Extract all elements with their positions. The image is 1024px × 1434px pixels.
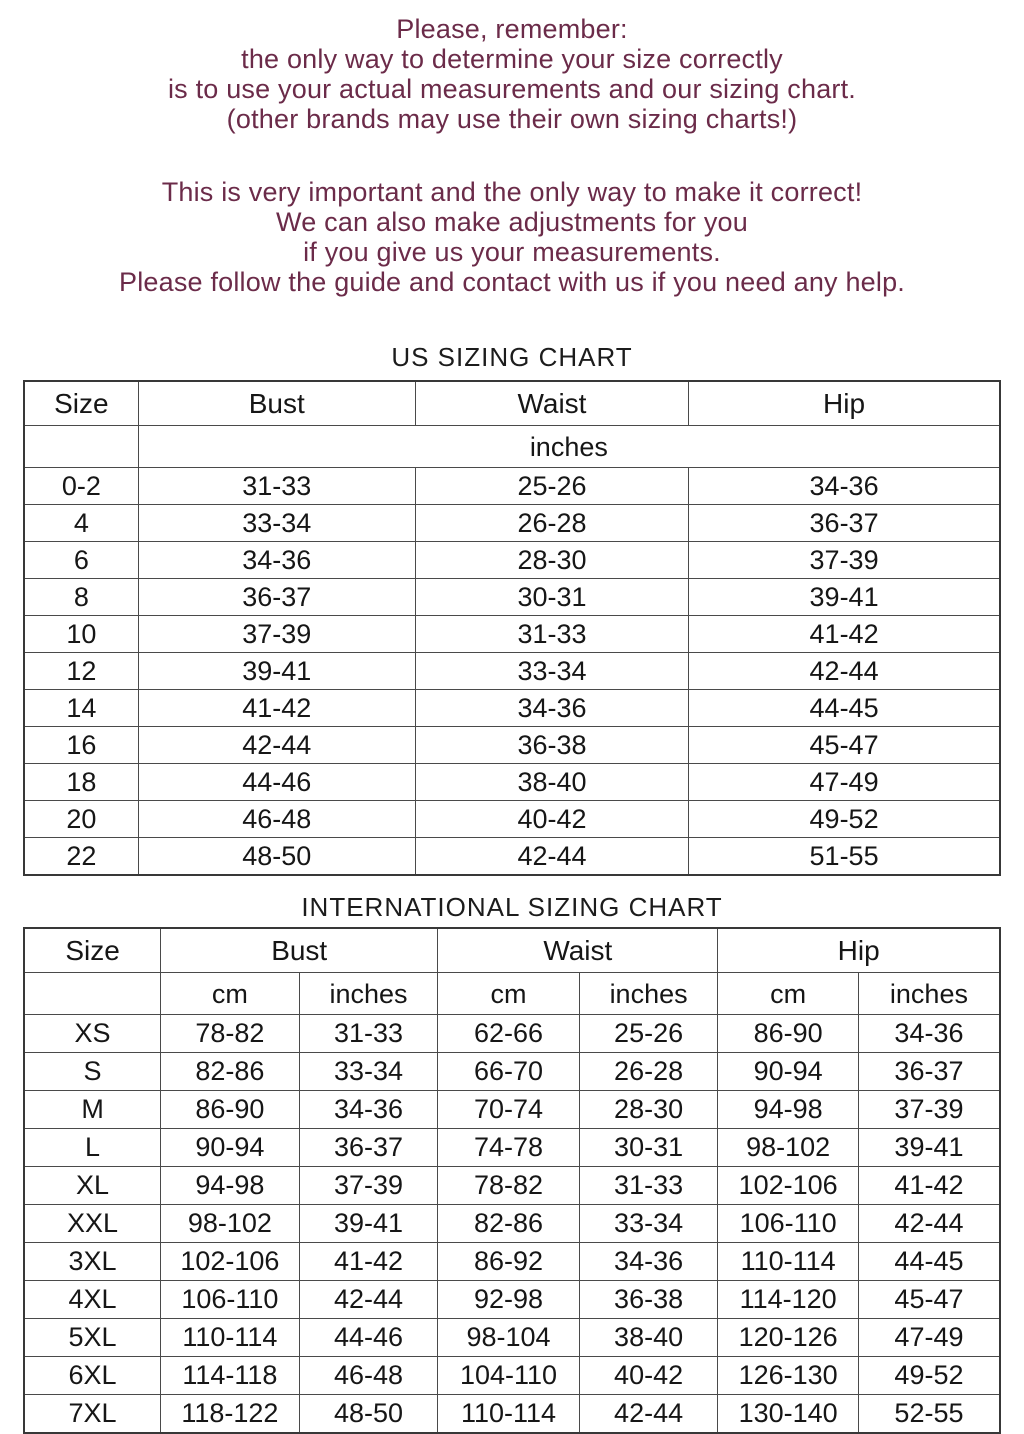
measurement-cell: 78-82 [438, 1167, 580, 1205]
size-cell: 6 [24, 542, 138, 579]
column-header-hip: Hip [718, 928, 1000, 973]
table-row [24, 1129, 1000, 1167]
measurement-cell: 33-34 [579, 1205, 718, 1243]
measurement-cell: 42-44 [858, 1205, 1000, 1243]
measurement-cell: 33-34 [415, 653, 688, 690]
measurement-cell: 90-94 [718, 1053, 859, 1091]
measurement-cell: 52-55 [858, 1395, 1000, 1434]
measurement-cell: 49-52 [858, 1357, 1000, 1395]
measurement-cell: 86-90 [718, 1015, 859, 1053]
measurement-cell: 38-40 [415, 764, 688, 801]
measurement-cell: 36-37 [299, 1129, 438, 1167]
column-header-size: Size [24, 928, 161, 973]
size-cell: L [24, 1129, 161, 1167]
size-cell: 14 [24, 690, 138, 727]
measurement-cell: 70-74 [438, 1091, 580, 1129]
measurement-cell: 48-50 [299, 1395, 438, 1434]
us-header-row [24, 381, 1000, 426]
table-row [24, 1243, 1000, 1281]
intl-header-row [24, 928, 1000, 973]
size-cell: 8 [24, 579, 138, 616]
size-cell: 10 [24, 616, 138, 653]
size-cell: 0-2 [24, 468, 138, 505]
measurement-cell: 90-94 [161, 1129, 300, 1167]
measurement-cell: 41-42 [138, 690, 415, 727]
column-header-size: Size [24, 381, 138, 426]
table-row [24, 1091, 1000, 1129]
intro-line: We can also make adjustments for you [276, 207, 748, 237]
size-cell: XXL [24, 1205, 161, 1243]
measurement-cell: 30-31 [415, 579, 688, 616]
table-row [24, 468, 1000, 505]
size-cell: 20 [24, 801, 138, 838]
unit-label-inches: inches [858, 973, 1000, 1015]
unit-label-inches: inches [138, 426, 1000, 468]
measurement-cell: 45-47 [689, 727, 1000, 764]
measurement-cell: 33-34 [138, 505, 415, 542]
measurement-cell: 106-110 [161, 1281, 300, 1319]
table-row [24, 1205, 1000, 1243]
size-cell: 18 [24, 764, 138, 801]
column-header-bust: Bust [138, 381, 415, 426]
unit-label-inches: inches [579, 973, 718, 1015]
measurement-cell: 44-45 [858, 1243, 1000, 1281]
measurement-cell: 37-39 [138, 616, 415, 653]
column-header-hip: Hip [689, 381, 1000, 426]
measurement-cell: 98-104 [438, 1319, 580, 1357]
measurement-cell: 62-66 [438, 1015, 580, 1053]
measurement-cell: 44-46 [138, 764, 415, 801]
table-row [24, 1281, 1000, 1319]
measurement-cell: 51-55 [689, 838, 1000, 876]
measurement-cell: 37-39 [689, 542, 1000, 579]
measurement-cell: 66-70 [438, 1053, 580, 1091]
measurement-cell: 33-34 [299, 1053, 438, 1091]
measurement-cell: 110-114 [718, 1243, 859, 1281]
table-row [24, 1167, 1000, 1205]
size-cell: 7XL [24, 1395, 161, 1434]
intl-unit-row [24, 973, 1000, 1015]
table-row [24, 1395, 1000, 1434]
measurement-cell: 34-36 [138, 542, 415, 579]
measurement-cell: 31-33 [138, 468, 415, 505]
unit-label-cm: cm [438, 973, 580, 1015]
size-cell: 12 [24, 653, 138, 690]
measurement-cell: 94-98 [718, 1091, 859, 1129]
measurement-cell: 130-140 [718, 1395, 859, 1434]
empty-cell [24, 973, 161, 1015]
measurement-cell: 74-78 [438, 1129, 580, 1167]
unit-label-cm: cm [161, 973, 300, 1015]
measurement-cell: 40-42 [415, 801, 688, 838]
size-cell: 5XL [24, 1319, 161, 1357]
size-cell: 3XL [24, 1243, 161, 1281]
size-cell: S [24, 1053, 161, 1091]
table-row [24, 838, 1000, 876]
measurement-cell: 45-47 [858, 1281, 1000, 1319]
us-chart-title: US SIZING CHART [391, 342, 633, 372]
measurement-cell: 37-39 [299, 1167, 438, 1205]
table-row [24, 690, 1000, 727]
intro-line: the only way to determine your size correctly [241, 44, 783, 74]
measurement-cell: 120-126 [718, 1319, 859, 1357]
measurement-cell: 41-42 [858, 1167, 1000, 1205]
measurement-cell: 94-98 [161, 1167, 300, 1205]
measurement-cell: 36-37 [138, 579, 415, 616]
measurement-cell: 86-90 [161, 1091, 300, 1129]
size-cell: 6XL [24, 1357, 161, 1395]
table-row [24, 616, 1000, 653]
measurement-cell: 36-37 [858, 1053, 1000, 1091]
table-row [24, 1319, 1000, 1357]
measurement-cell: 49-52 [689, 801, 1000, 838]
measurement-cell: 28-30 [415, 542, 688, 579]
measurement-cell: 110-114 [438, 1395, 580, 1434]
measurement-cell: 82-86 [438, 1205, 580, 1243]
intro-line: (other brands may use their own sizing charts!) [226, 104, 798, 134]
measurement-cell: 34-36 [579, 1243, 718, 1281]
table-row [24, 579, 1000, 616]
table-row [24, 1015, 1000, 1053]
measurement-cell: 40-42 [579, 1357, 718, 1395]
intro-line: if you give us your measurements. [303, 237, 721, 267]
empty-cell [24, 426, 138, 468]
size-cell: XL [24, 1167, 161, 1205]
measurement-cell: 34-36 [415, 690, 688, 727]
measurement-cell: 104-110 [438, 1357, 580, 1395]
measurement-cell: 31-33 [299, 1015, 438, 1053]
international-chart-title: INTERNATIONAL SIZING CHART [301, 892, 723, 922]
measurement-cell: 102-106 [161, 1243, 300, 1281]
measurement-cell: 39-41 [299, 1205, 438, 1243]
measurement-cell: 25-26 [415, 468, 688, 505]
table-row [24, 653, 1000, 690]
measurement-cell: 42-44 [579, 1395, 718, 1434]
measurement-cell: 47-49 [689, 764, 1000, 801]
measurement-cell: 46-48 [299, 1357, 438, 1395]
measurement-cell: 26-28 [579, 1053, 718, 1091]
size-cell: XS [24, 1015, 161, 1053]
column-header-waist: Waist [438, 928, 718, 973]
size-cell: 16 [24, 727, 138, 764]
measurement-cell: 41-42 [689, 616, 1000, 653]
measurement-cell: 106-110 [718, 1205, 859, 1243]
measurement-cell: 36-38 [415, 727, 688, 764]
measurement-cell: 42-44 [689, 653, 1000, 690]
table-row [24, 801, 1000, 838]
size-cell: 4 [24, 505, 138, 542]
measurement-cell: 78-82 [161, 1015, 300, 1053]
measurement-cell: 48-50 [138, 838, 415, 876]
measurement-cell: 31-33 [415, 616, 688, 653]
measurement-cell: 118-122 [161, 1395, 300, 1434]
measurement-cell: 102-106 [718, 1167, 859, 1205]
us-unit-row [24, 426, 1000, 468]
intro-text [0, 14, 1024, 297]
measurement-cell: 36-37 [689, 505, 1000, 542]
measurement-cell: 98-102 [718, 1129, 859, 1167]
size-cell: M [24, 1091, 161, 1129]
measurement-cell: 98-102 [161, 1205, 300, 1243]
measurement-cell: 31-33 [579, 1167, 718, 1205]
measurement-cell: 28-30 [579, 1091, 718, 1129]
measurement-cell: 34-36 [858, 1015, 1000, 1053]
measurement-cell: 47-49 [858, 1319, 1000, 1357]
unit-label-cm: cm [718, 973, 859, 1015]
unit-label-inches: inches [299, 973, 438, 1015]
table-row [24, 542, 1000, 579]
measurement-cell: 38-40 [579, 1319, 718, 1357]
table-row [24, 1357, 1000, 1395]
table-row [24, 1053, 1000, 1091]
measurement-cell: 39-41 [138, 653, 415, 690]
measurement-cell: 44-45 [689, 690, 1000, 727]
measurement-cell: 42-44 [138, 727, 415, 764]
measurement-cell: 86-92 [438, 1243, 580, 1281]
measurement-cell: 41-42 [299, 1243, 438, 1281]
us-sizing-table [23, 380, 1001, 876]
measurement-cell: 25-26 [579, 1015, 718, 1053]
measurement-cell: 34-36 [299, 1091, 438, 1129]
measurement-cell: 110-114 [161, 1319, 300, 1357]
intro-line: Please, remember: [396, 14, 628, 44]
measurement-cell: 37-39 [858, 1091, 1000, 1129]
column-header-bust: Bust [161, 928, 438, 973]
measurement-cell: 42-44 [299, 1281, 438, 1319]
measurement-cell: 114-120 [718, 1281, 859, 1319]
measurement-cell: 36-38 [579, 1281, 718, 1319]
intro-line: This is very important and the only way to make it correct! [161, 177, 863, 207]
measurement-cell: 92-98 [438, 1281, 580, 1319]
measurement-cell: 126-130 [718, 1357, 859, 1395]
column-header-waist: Waist [415, 381, 688, 426]
table-row [24, 764, 1000, 801]
intro-line: is to use your actual measurements and our sizing chart. [167, 74, 857, 104]
measurement-cell: 46-48 [138, 801, 415, 838]
measurement-cell: 26-28 [415, 505, 688, 542]
measurement-cell: 34-36 [689, 468, 1000, 505]
intro-paragraph-1 [0, 14, 1024, 134]
international-sizing-table [23, 927, 1001, 1434]
measurement-cell: 44-46 [299, 1319, 438, 1357]
intro-line: Please follow the guide and contact with us if you need any help. [118, 267, 905, 297]
measurement-cell: 30-31 [579, 1129, 718, 1167]
size-cell: 4XL [24, 1281, 161, 1319]
intro-paragraph-2 [0, 177, 1024, 297]
table-row [24, 505, 1000, 542]
measurement-cell: 39-41 [858, 1129, 1000, 1167]
measurement-cell: 114-118 [161, 1357, 300, 1395]
measurement-cell: 39-41 [689, 579, 1000, 616]
size-cell: 22 [24, 838, 138, 876]
measurement-cell: 82-86 [161, 1053, 300, 1091]
table-row [24, 727, 1000, 764]
measurement-cell: 42-44 [415, 838, 688, 876]
